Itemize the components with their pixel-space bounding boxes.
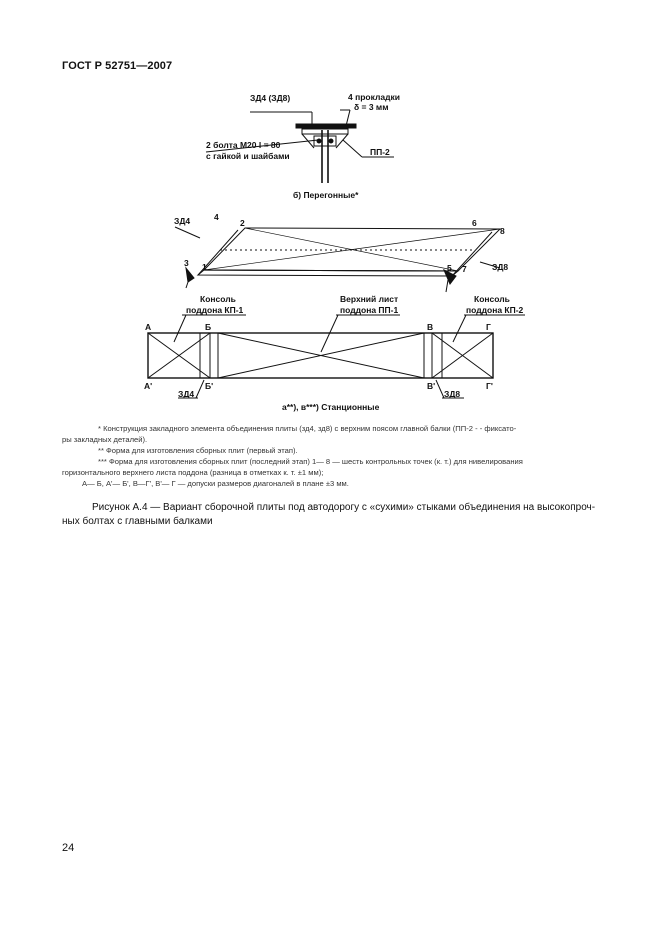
pp2-label: ПП-2 (370, 147, 390, 157)
figure-caption-line-2: ных болтах с главными балками (62, 516, 213, 527)
isometric-plate (175, 227, 500, 292)
pads-label: 4 прокладки (348, 92, 400, 102)
plan-letter-a: А (145, 322, 152, 332)
plan-letter-b-prime: Б' (205, 381, 214, 391)
zd-label: ЗД4 (ЗД8) (250, 93, 291, 103)
plan-letter-v: В (427, 322, 434, 332)
plan-letter-v-prime: В' (427, 381, 436, 391)
iso-point-2: 2 (240, 218, 245, 228)
figure-caption-line-1: Рисунок А.4 — Вариант сборочной плиты под автодорогу с «сухими» стыками объединения на высокопроч- (92, 502, 596, 513)
page-number: 24 (62, 842, 75, 854)
plan-zd4-label: ЗД4 (178, 389, 195, 399)
footnote-2: ** Форма для изготовления сборных плит (первый этап). (98, 446, 298, 455)
iso-zd8-label: ЗД8 (492, 262, 509, 272)
footnote-3: *** Форма для изготовления сборных плит (последний этап) 1— 8 — шесть контрольных точек (к. т.) для нивелирования (98, 457, 523, 466)
plan-letter-a-prime: А' (144, 381, 153, 391)
footnote-1-cont: ры закладных деталей). (62, 435, 148, 444)
standard-header: ГОСТ Р 52751—2007 (62, 60, 173, 72)
pads-thickness-label: δ = 3 мм (354, 102, 389, 112)
iso-point-5: 5 (447, 263, 452, 273)
iso-point-8: 8 (500, 226, 505, 236)
console-left-pallet-label: поддона КП-1 (186, 305, 244, 315)
plan-letter-g: Г (486, 322, 491, 332)
top-sheet-label: Верхний лист (340, 294, 399, 304)
console-right-label: Консоль (474, 294, 510, 304)
footnote-3-tolerance: А— Б, А'— Б', В—Г', В'— Г — допуски размеров диагоналей в плане ±3 мм. (82, 479, 349, 488)
console-left-label: Консоль (200, 294, 236, 304)
plan-zd8-label: ЗД8 (444, 389, 461, 399)
plan-letter-b: Б (205, 322, 212, 332)
iso-point-7: 7 (462, 264, 467, 274)
bolts-nut-label: с гайкой и шайбами (206, 151, 290, 161)
console-right-pallet-label: поддона КП-2 (466, 305, 524, 315)
iso-point-3: 3 (184, 258, 189, 268)
plan-letter-g-prime: Г' (486, 381, 493, 391)
plan-caption: а**), в***) Станционные (282, 402, 380, 412)
footnote-1: * Конструкция закладного элемента объединения плиты (зд4, зд8) с верхним поясом главной балки (ПП-2 - - фиксато- (98, 424, 517, 433)
top-sheet-pallet-label: поддона ПП-1 (340, 305, 399, 315)
footnote-3-cont: горизонтального верхнего листа поддона (разница в отметках к. т. ±1 мм); (62, 468, 324, 477)
iso-zd4-label: ЗД4 (174, 216, 191, 226)
iso-point-6: 6 (472, 218, 477, 228)
iso-point-4: 4 (214, 212, 219, 222)
top-detail-caption: б) Перегонные* (293, 190, 359, 200)
iso-point-1: 1 (202, 262, 207, 272)
bolts-label: 2 болта М20 l = 80 (206, 140, 281, 150)
